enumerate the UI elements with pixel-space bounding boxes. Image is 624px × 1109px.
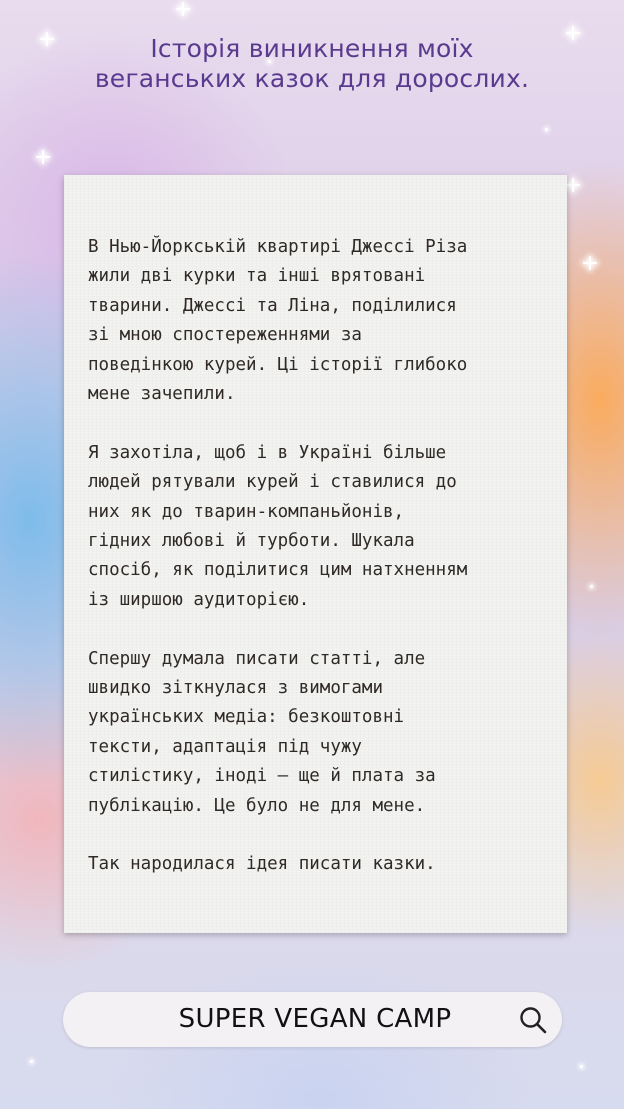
title-line: Історія виникнення моїх xyxy=(150,34,474,63)
text-line: поведінкою курей. Ці історії глибоко xyxy=(88,354,468,375)
text-line: В Нью-Йоркській квартирі Джессі Різа xyxy=(88,237,468,257)
text-line: публікацію. Це було не для мене. xyxy=(88,795,426,816)
text-line: мене зачепили. xyxy=(88,384,236,405)
text-line: швидко зіткнулася з вимогами xyxy=(88,678,384,699)
story-card xyxy=(64,175,567,933)
text-line: жили дві курки та інші врятовані xyxy=(88,266,426,287)
paragraph-3 xyxy=(88,645,558,821)
search-icon[interactable] xyxy=(518,1005,548,1035)
text-line: людей рятували курей і ставилися до xyxy=(88,472,457,493)
search-text[interactable]: SUPER VEGAN CAMP xyxy=(178,1004,452,1034)
paragraph-1 xyxy=(88,233,558,409)
text-line: українських медіа: безкоштовні xyxy=(88,707,405,728)
page-title xyxy=(0,34,624,94)
search-bar[interactable] xyxy=(63,992,562,1047)
paragraph-2 xyxy=(88,439,558,615)
text-line: із ширшою аудиторією. xyxy=(88,589,310,610)
text-line: спосіб, як поділитися цим натхненням xyxy=(88,560,468,581)
text-line: них як до тварин-компаньйонів, xyxy=(88,501,405,522)
text-line: Спершу думала писати статті, але xyxy=(88,648,426,669)
text-line: Так народилася ідея писати казки. xyxy=(88,854,436,875)
text-line: Я захотіла, щоб і в Україні більше xyxy=(88,442,447,463)
text-line: тексти, адаптація під чужу xyxy=(88,736,362,757)
paragraph-4 xyxy=(88,850,558,879)
text-line: гідних любові й турботи. Шукала xyxy=(88,531,415,552)
text-line: стилістику, іноді — ще й плата за xyxy=(88,766,436,787)
text-line: тварини. Джессі та Ліна, поділилися xyxy=(88,295,457,316)
text-line: зі мною спостереженнями за xyxy=(88,325,362,346)
story-text xyxy=(88,233,558,909)
title-line: веганських казок для дорослих. xyxy=(94,64,530,93)
